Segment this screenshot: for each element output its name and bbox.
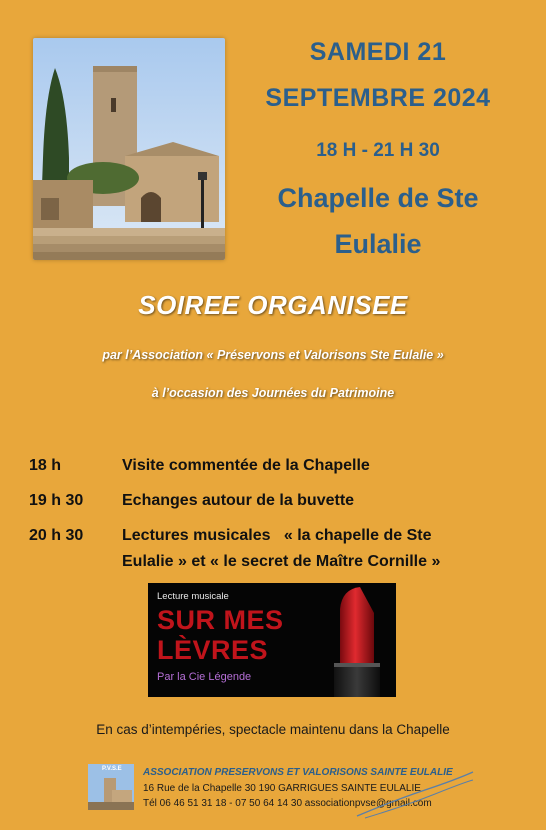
event-date-month-year: SEPTEMBRE 2024 xyxy=(265,84,491,112)
footer-contact: Tél 06 46 51 31 18 - 07 50 64 14 30 associationpvse@gmail.com xyxy=(143,798,432,809)
footer-address: 16 Rue de la Chapelle 30 190 GARRIGUES SAINTE EULALIE xyxy=(143,783,421,794)
event-date-day: SAMEDI 21 xyxy=(309,38,447,66)
program-time-3: 20 h 30 xyxy=(29,527,84,544)
footer-org-name: ASSOCIATION PRESERVONS ET VALORISONS SAINTE EULALIE xyxy=(143,767,453,778)
chapel-photo xyxy=(33,38,225,260)
event-venue-line1: Chapelle de Ste xyxy=(277,183,479,213)
program-text-3: Lectures musicales « la chapelle de Ste xyxy=(122,527,432,544)
program-text-3-cont: Eulalie » et « le secret de Maître Cornille » xyxy=(122,553,441,570)
event-venue-line2: Eulalie xyxy=(334,229,422,259)
logo-text: P.V.S.E xyxy=(102,766,122,772)
event-time: 18 H - 21 H 30 xyxy=(316,140,440,161)
association-byline: par l’Association « Préservons et Valorisons Ste Eulalie » xyxy=(102,348,444,362)
lecture-title-line1: SUR MES xyxy=(157,605,284,635)
occasion-line: à l’occasion des Journées du Patrimoine xyxy=(151,386,395,400)
soiree-title: SOIREE ORGANISEE xyxy=(138,290,408,320)
lecture-company: Par la Cie Légende xyxy=(157,671,252,683)
lecture-kicker: Lecture musicale xyxy=(157,591,229,602)
signature-scribble xyxy=(355,770,475,820)
weather-notice: En cas d’intempéries, spectacle maintenu dans la Chapelle xyxy=(96,722,450,737)
program-time-1: 18 h xyxy=(29,457,62,474)
chapel-illustration xyxy=(33,38,225,260)
program-text-1: Visite commentée de la Chapelle xyxy=(122,457,370,474)
lecture-title-line2: LÈVRES xyxy=(157,635,269,665)
lipstick-icon xyxy=(318,583,396,697)
lecture-poster xyxy=(148,583,396,697)
program-time-2: 19 h 30 xyxy=(29,492,84,509)
association-logo xyxy=(88,764,134,810)
program-text-2: Echanges autour de la buvette xyxy=(122,492,355,509)
